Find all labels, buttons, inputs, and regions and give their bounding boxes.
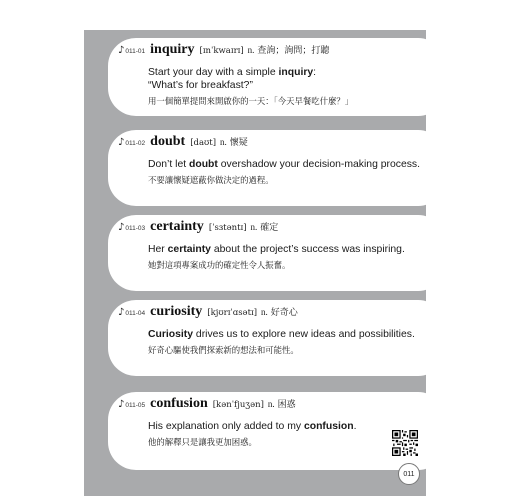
- sentence-keyword: inquiry: [278, 67, 314, 78]
- entry-body: [148, 158, 438, 186]
- headword: inquiry: [150, 42, 195, 57]
- page-number: 011: [398, 463, 420, 485]
- entry-header: [118, 42, 329, 58]
- audio-track-button[interactable]: [118, 307, 150, 318]
- part-of-speech: n.: [267, 399, 275, 409]
- pronunciation: [daʊt]: [190, 138, 217, 148]
- example-sentence: [148, 243, 438, 256]
- chinese-meaning: 查詢；詢問；打聽: [257, 46, 330, 56]
- sentence-translation: 她對這項專案成功的確定性令人振奮。: [148, 260, 291, 270]
- track-number: 011-05: [125, 402, 146, 409]
- entry-body: [148, 66, 438, 107]
- sentence-keyword: confusion: [303, 421, 354, 432]
- vocab-card-certainty: [108, 215, 446, 291]
- headword: doubt: [150, 134, 186, 149]
- sentence-text: .: [353, 421, 357, 432]
- sentence-keyword: certainty: [167, 244, 211, 255]
- entry-body: [148, 243, 438, 271]
- example-sentence: [148, 158, 438, 171]
- part-of-speech: n.: [220, 137, 227, 147]
- vocab-card-curiosity: [108, 300, 446, 376]
- sentence-text: :: [313, 67, 317, 78]
- sentence-translation: 用一個簡單提問來開啟你的一天：「今天早餐吃什麼？」: [148, 96, 354, 106]
- headword: confusion: [150, 396, 208, 411]
- entry-header: [118, 134, 248, 150]
- vocab-card-doubt: [108, 130, 446, 206]
- music-note-icon: ♪: [118, 399, 125, 410]
- example-sentence: [148, 66, 438, 92]
- audio-track-button[interactable]: [118, 45, 150, 56]
- sentence-text: Her: [148, 244, 168, 255]
- pronunciation: [kjʊrɪˈɑsətɪ]: [207, 308, 258, 318]
- audio-track-button[interactable]: [118, 399, 150, 410]
- sentence-text: Don’t let: [148, 159, 190, 170]
- sentence-keyword: Curiosity: [148, 329, 194, 340]
- track-number: 011-03: [125, 225, 146, 232]
- sentence-keyword: doubt: [189, 159, 218, 170]
- sentence-translation: 不要讓懷疑遮蔽你做決定的過程。: [148, 175, 274, 185]
- sentence-text: His explanation only added to my: [148, 421, 304, 432]
- sentence-text: about the project’s success was inspiring.: [210, 244, 405, 255]
- track-number: 011-02: [125, 140, 146, 147]
- sentence-text: Start your day with a simple: [148, 67, 279, 78]
- sentence-text: “What’s for breakfast?”: [148, 80, 253, 91]
- pronunciation: [kənˈfjuʒən]: [212, 400, 264, 410]
- vocab-card-inquiry: [108, 38, 446, 116]
- chinese-meaning: 確定: [260, 223, 279, 233]
- track-number: 011-01: [125, 48, 146, 55]
- pronunciation: [ɪnˈkwaɪrɪ]: [199, 46, 244, 56]
- example-sentence: [148, 328, 438, 341]
- part-of-speech: n.: [261, 307, 268, 317]
- track-number: 011-04: [125, 310, 146, 317]
- sentence-text: overshadow your decision-making process.: [217, 159, 421, 170]
- headword: curiosity: [150, 304, 203, 319]
- entry-header: [118, 219, 278, 235]
- entry-header: [118, 396, 296, 412]
- music-note-icon: ♪: [118, 222, 125, 233]
- sentence-translation: 他的解釋只是讓我更加困惑。: [148, 437, 257, 447]
- entry-header: [118, 304, 298, 320]
- music-note-icon: ♪: [118, 137, 125, 148]
- audio-track-button[interactable]: [118, 222, 150, 233]
- chinese-meaning: 困惑: [277, 400, 296, 410]
- sentence-text: drives us to explore new ideas and possibilities.: [193, 329, 415, 340]
- chinese-meaning: 懷疑: [229, 138, 248, 148]
- qr-code-icon[interactable]: [392, 430, 418, 456]
- music-note-icon: ♪: [118, 307, 125, 318]
- headword: certainty: [150, 219, 204, 234]
- pronunciation: [ˈsɜtəntɪ]: [208, 223, 247, 233]
- music-note-icon: ♪: [118, 45, 125, 56]
- part-of-speech: n.: [247, 45, 255, 55]
- audio-track-button[interactable]: [118, 137, 150, 148]
- chinese-meaning: 好奇心: [270, 308, 298, 318]
- entry-body: [148, 328, 438, 356]
- part-of-speech: n.: [250, 222, 258, 232]
- sentence-translation: 好奇心驅使我們探索新的想法和可能性。: [148, 345, 299, 355]
